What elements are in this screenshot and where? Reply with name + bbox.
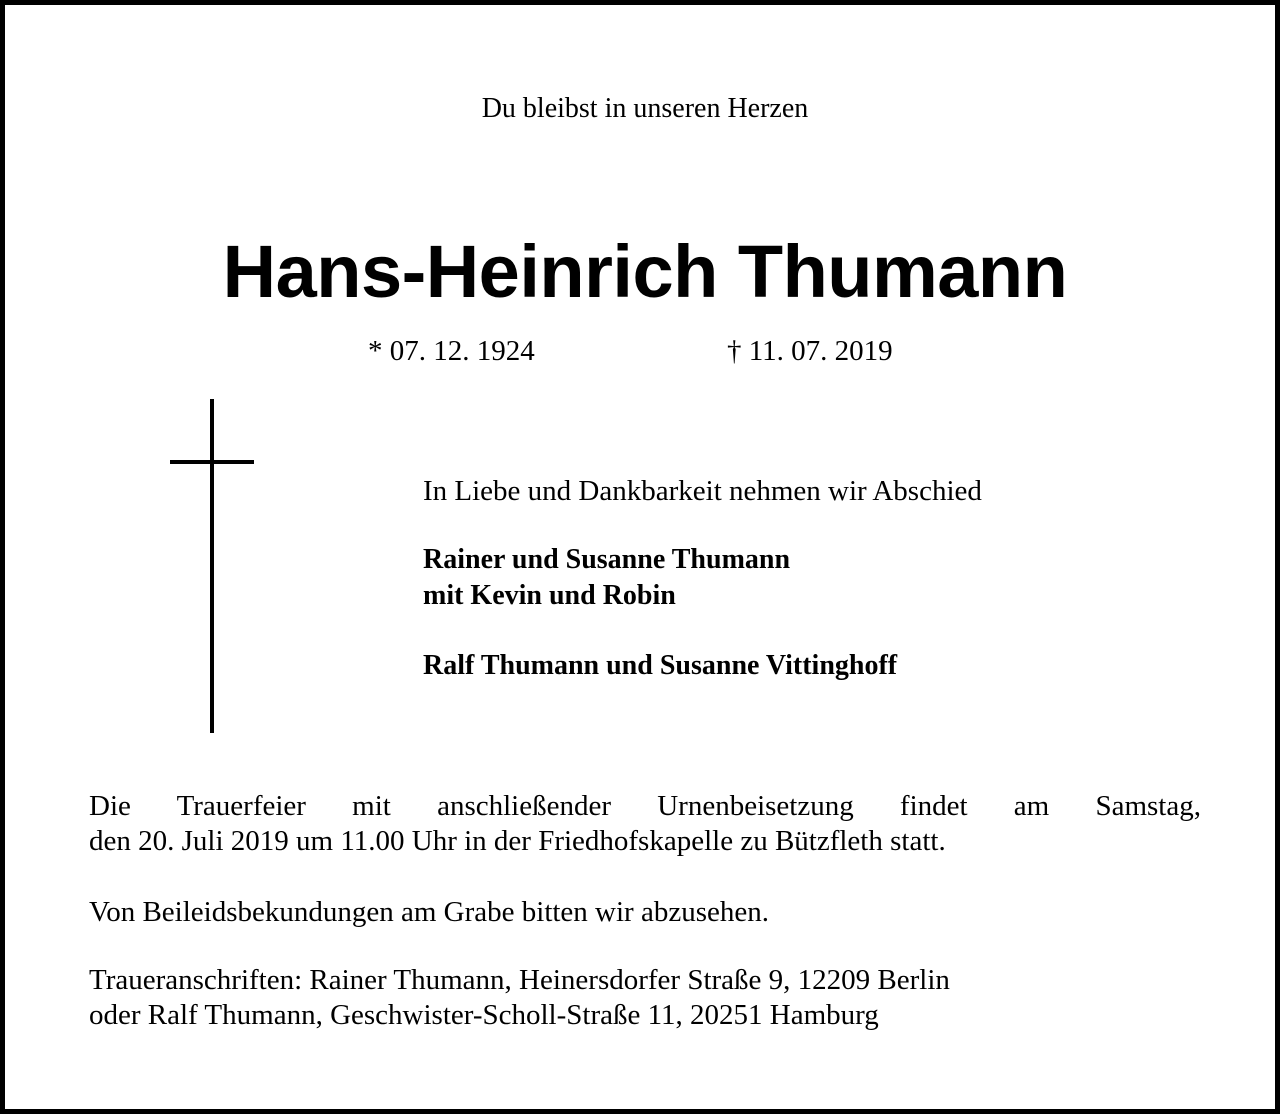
address-line: oder Ralf Thumann, Geschwister-Scholl-Straße 11, 20251 Hamburg	[89, 999, 879, 1031]
cross-horizontal-bar	[170, 460, 254, 464]
cross-vertical-bar	[210, 399, 214, 733]
ceremony-line: Die Trauerfeier mit anschließender Urnenbeisetzung findet am Samstag,	[89, 790, 1201, 822]
family-line: mit Kevin und Robin	[423, 580, 676, 611]
addresses-paragraph	[89, 963, 1201, 1033]
condolences-paragraph	[89, 895, 1201, 930]
condolences-line: Von Beileidsbekundungen am Grabe bitten wir abzusehen.	[89, 896, 769, 928]
death-date: † 11. 07. 2019	[727, 335, 893, 367]
family-line: Ralf Thumann und Susanne Vittinghoff	[423, 650, 898, 681]
birth-date: * 07. 12. 1924	[368, 335, 535, 367]
motto: Du bleibst in unseren Herzen	[481, 93, 809, 124]
family-line: Rainer und Susanne Thumann	[423, 544, 791, 575]
farewell-text: In Liebe und Dankbarkeit nehmen wir Abschied	[423, 475, 982, 507]
address-line: Traueranschriften: Rainer Thumann, Heinersdorfer Straße 9, 12209 Berlin	[89, 964, 950, 996]
ceremony-line: den 20. Juli 2019 um 11.00 Uhr in der Friedhofskapelle zu Bützfleth statt.	[89, 825, 946, 857]
ceremony-paragraph	[89, 789, 1201, 859]
deceased-name: Hans-Heinrich Thumann	[222, 230, 1068, 313]
